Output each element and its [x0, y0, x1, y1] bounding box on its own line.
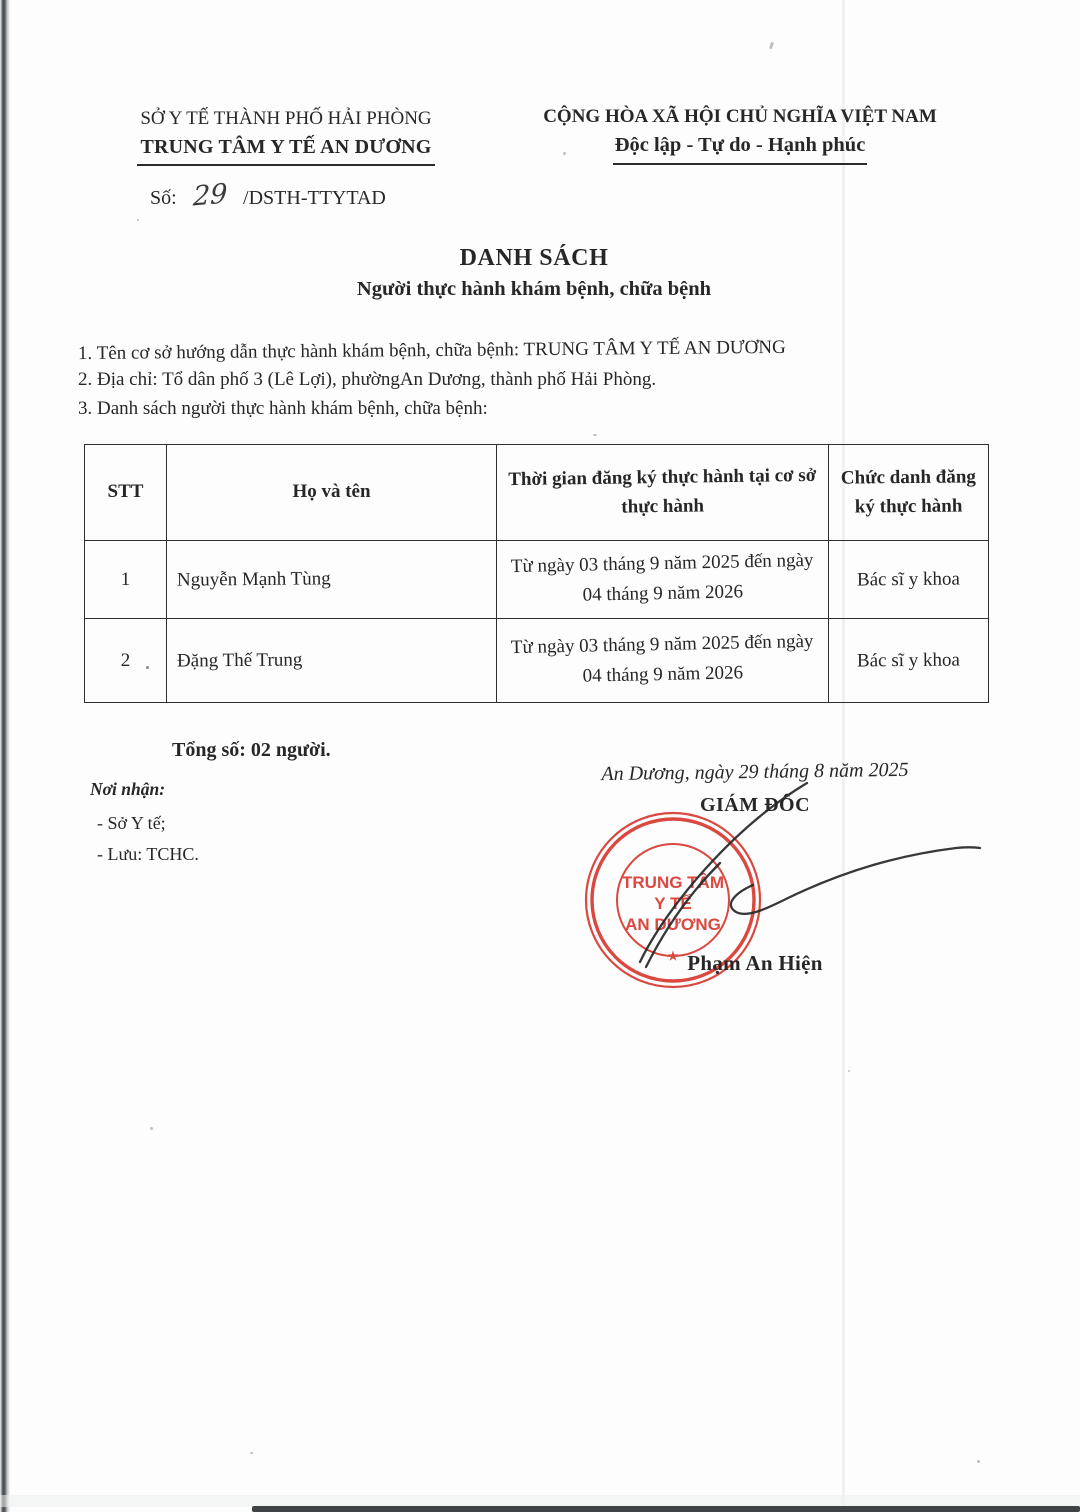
national-header [502, 103, 978, 165]
recipients-list [97, 808, 199, 870]
signature-stroke-flourish [731, 847, 980, 914]
stamp-star-icon: ★ [667, 949, 679, 963]
national-motto: Độc lập - Tự do - Hạnh phúc [502, 131, 978, 166]
practitioners-table [84, 444, 989, 703]
table-header-row [85, 445, 989, 541]
cell-period: Từ ngày 03 tháng 9 năm 2025 đến ngày 04 tháng 9 năm 2026 [497, 541, 829, 619]
scan-speck [977, 1460, 980, 1463]
cell-role: Bác sĩ y khoa [829, 619, 989, 703]
signature-stroke-main [640, 783, 807, 962]
cell-stt: 1 [85, 541, 167, 619]
cell-name: Đặng Thế Trung [167, 619, 497, 703]
doc-number-suffix: /DSTH-TTYTAD [243, 186, 386, 209]
doc-title: DANH SÁCH [459, 245, 609, 271]
recipient-item: - Lưu: TCHC. [97, 844, 199, 864]
header-name: Họ và tên [167, 445, 497, 541]
header-period: Thời gian đăng ký thực hành tại cơ sở thực hành [497, 445, 829, 541]
scan-speck [250, 1452, 253, 1454]
scan-speck [137, 219, 139, 221]
recipients-label: Nơi nhận: [90, 779, 166, 799]
cell-role: Bác sĩ y khoa [829, 541, 989, 619]
cell-period: Từ ngày 03 tháng 9 năm 2025 đến ngày 04 tháng 9 năm 2026 [497, 619, 829, 703]
scan-speck [848, 1070, 850, 1072]
signer-name: Phạm An Hiện [687, 951, 823, 975]
scan-stripe-artifact [842, 0, 845, 1512]
doc-number-label: Số: [150, 186, 177, 209]
stamp-center-line2: Y TẾ [654, 894, 692, 913]
intro-line-1: 1. Tên cơ sở hướng dẫn thực hành khám bệnh, chữa bệnh: TRUNG TÂM Y TẾ AN DƯƠNG [77, 336, 786, 365]
table-row [85, 619, 989, 703]
intro-line-2: 2. Địa chỉ: Tổ dân phố 3 (Lê Lợi), phườngAn Dương, thành phố Hải Phòng. [78, 369, 657, 390]
issuer-header [80, 106, 492, 214]
scan-speck [593, 434, 597, 436]
national-title: CỘNG HÒA XÃ HỘI CHỦ NGHĨA VIỆT NAM [543, 106, 937, 127]
scan-speck [150, 1127, 153, 1130]
scan-speck [769, 42, 774, 50]
cell-stt: 2 [85, 619, 167, 703]
issuer-org-name: TRUNG TÂM Y TẾ AN DƯƠNG [80, 133, 492, 166]
doc-subtitle: Người thực hành khám bệnh, chữa bệnh [356, 278, 712, 300]
header-role: Chức danh đăng ký thực hành [829, 445, 989, 541]
doc-number-handwritten: 29 [192, 177, 228, 213]
issuer-parent-org: SỞ Y TẾ THÀNH PHỐ HẢI PHÒNG [140, 108, 432, 129]
table-row [85, 541, 989, 619]
place-date-line: An Dương, ngày 29 tháng 8 năm 2025 [601, 758, 909, 786]
cell-name: Nguyễn Mạnh Tùng [167, 541, 497, 619]
title-block [0, 245, 1068, 301]
scan-edge-bottom [252, 1506, 1080, 1512]
intro-line-3: 3. Danh sách người thực hành khám bệnh, chữa bệnh: [78, 398, 488, 419]
signer-title: GIÁM ĐỐC [699, 794, 811, 816]
intro-section [78, 336, 958, 423]
stamp-center-line1: TRUNG TÂM [622, 873, 724, 892]
header-stt: STT [85, 445, 167, 541]
recipient-item: - Sở Y tế; [97, 813, 166, 833]
stamp-center-line3: AN DƯƠNG [625, 915, 721, 934]
doc-number-line [80, 177, 492, 215]
scan-edge-left [0, 0, 10, 1512]
total-count: Tổng số: 02 người. [172, 739, 331, 761]
